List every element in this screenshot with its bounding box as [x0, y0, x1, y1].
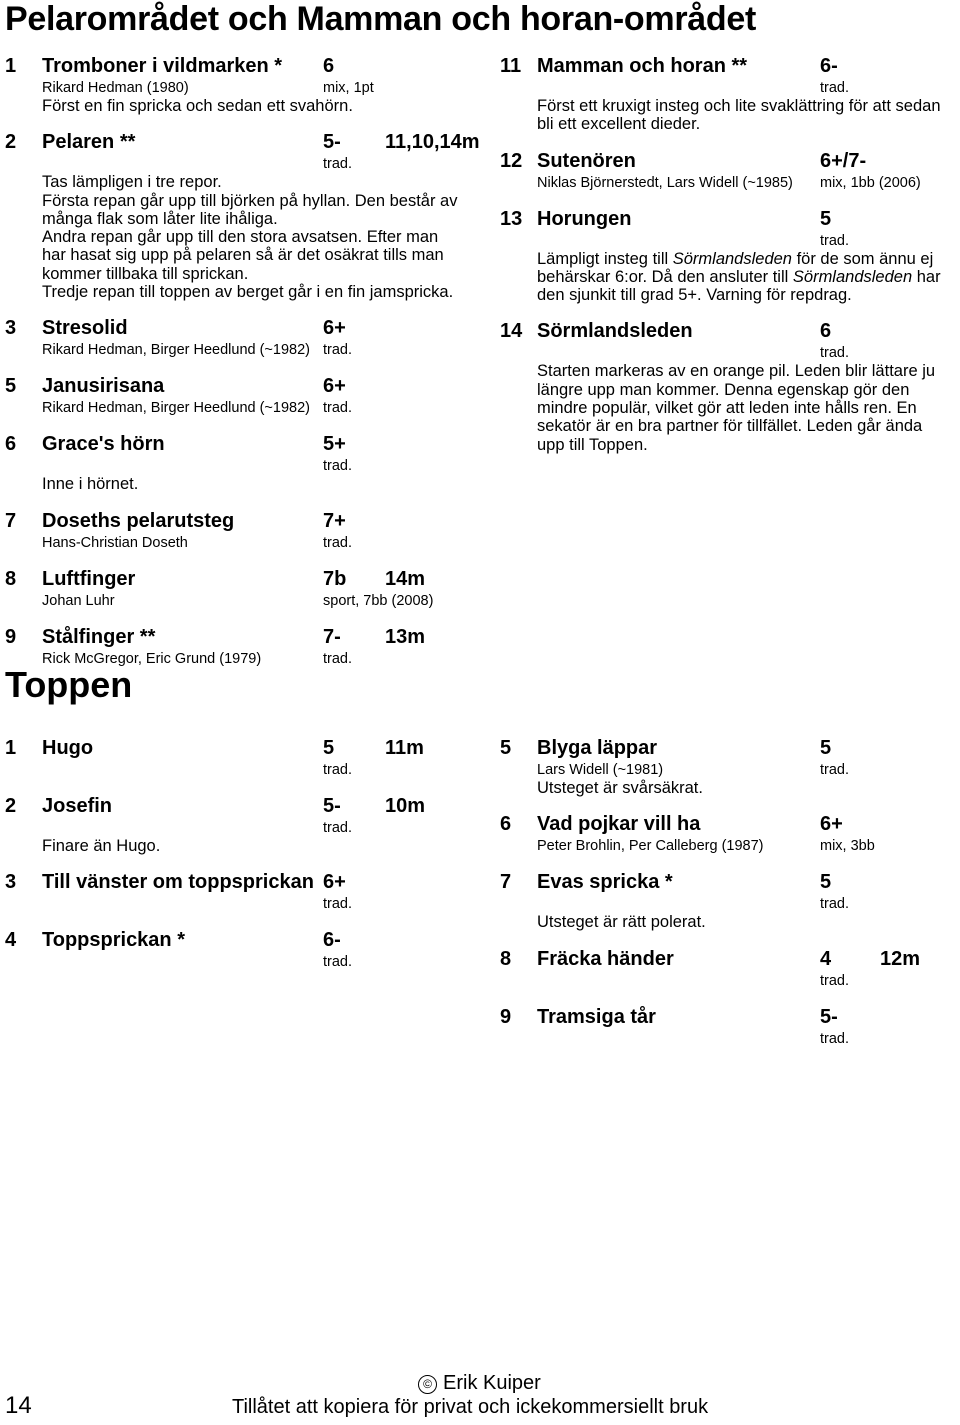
route-description: Andra repan går upp till den stora avsatsen. Efter man har hasat sig upp på pelaren så är det osäkrat tills man kommer tillbaka till sprickan.	[42, 228, 444, 283]
route-style: trad.	[323, 342, 353, 359]
route-number: 6	[500, 813, 512, 836]
route-grade: 5	[323, 737, 335, 759]
route-name: Tromboner i vildmarken *	[42, 55, 283, 77]
route-meta	[500, 895, 955, 913]
footer-license: Tillåtet att kopiera för privat och ickekommersiellt bruk	[232, 1396, 709, 1418]
route-first-ascent: Rikard Hedman, Birger Heedlund (~1982)	[42, 342, 310, 359]
route-entry	[5, 316, 470, 359]
route-meta	[500, 1030, 955, 1048]
route-grade: 5-	[323, 131, 341, 154]
route-entry	[5, 625, 470, 668]
route-grade: 6	[820, 320, 832, 343]
route-entry	[5, 432, 470, 493]
route-style: trad.	[323, 954, 353, 971]
route-header	[5, 928, 470, 953]
route-name: Sörmlandsleden	[537, 320, 693, 343]
route-name: Mamman och horan **	[537, 55, 748, 77]
route-number: 9	[500, 1005, 512, 1028]
route-description: Tredje repan till toppen av berget går i en fin jamspricka.	[42, 283, 454, 302]
route-name: Till vänster om toppsprickan	[42, 871, 314, 894]
route-entry	[500, 812, 955, 855]
route-header	[5, 567, 470, 592]
route-length: 11m	[385, 737, 424, 759]
route-number: 12	[500, 149, 523, 172]
route-name: Josefin	[42, 795, 113, 817]
route-first-ascent: Rikard Hedman (1980)	[42, 80, 189, 96]
route-name: Grace's hörn	[42, 433, 165, 456]
route-meta	[500, 174, 955, 192]
route-description: Första repan går upp till björken på hyllan. Den består av många flak som låter lite ihåliga.	[42, 191, 458, 228]
route-grade: 5-	[323, 795, 341, 817]
route-number: 9	[5, 625, 17, 648]
route-reference: Sörmlandsleden	[792, 267, 913, 286]
route-name: Janusirisana	[42, 375, 165, 398]
route-header	[5, 374, 470, 399]
route-entry	[500, 947, 955, 990]
route-meta	[5, 895, 470, 913]
route-length: 13m	[385, 625, 426, 648]
route-name: Fräcka händer	[537, 947, 674, 970]
route-entry	[5, 130, 480, 302]
route-header	[5, 625, 470, 650]
route-name: Hugo	[42, 737, 94, 759]
route-number: 8	[500, 947, 512, 970]
toppen-route-list-right	[500, 736, 955, 1063]
route-grade: 5	[820, 737, 832, 759]
route-header	[500, 947, 955, 972]
route-length: 14m	[385, 567, 426, 590]
route-description: Tas lämpligen i tre repor.	[42, 173, 222, 192]
route-grade: 5	[820, 871, 832, 894]
route-header	[500, 319, 955, 344]
route-grade: 6+	[323, 375, 346, 398]
route-name: Horungen	[537, 207, 632, 230]
route-length: 12m	[880, 947, 921, 970]
route-name: Doseths pelarutsteg	[42, 509, 235, 532]
route-entry	[5, 374, 470, 417]
route-reference: Sörmlandsleden	[672, 249, 792, 268]
route-entry	[500, 870, 955, 931]
route-header	[5, 54, 470, 79]
route-meta	[500, 972, 955, 990]
route-number: 4	[5, 929, 17, 952]
route-entry	[500, 736, 955, 797]
route-name: Sutenören	[537, 149, 636, 172]
footer-author: Erik Kuiper	[443, 1372, 541, 1394]
route-number: 3	[5, 871, 17, 894]
route-number: 6	[5, 433, 17, 456]
route-grade: 6-	[820, 55, 838, 77]
route-grade: 6+	[323, 871, 346, 894]
route-style: trad.	[323, 896, 353, 913]
route-length: 11,10,14m	[385, 131, 480, 154]
route-number: 14	[500, 320, 523, 343]
route-meta	[5, 534, 470, 552]
route-header	[5, 736, 470, 761]
section-title-toppen: Toppen	[5, 664, 133, 705]
route-list-left	[5, 54, 480, 683]
route-style: mix, 1pt	[323, 80, 374, 96]
route-header	[500, 1005, 955, 1030]
route-number: 11	[500, 55, 522, 77]
route-name: Stålfinger **	[42, 625, 156, 648]
route-style: sport, 7bb (2008)	[323, 592, 434, 609]
route-style: trad.	[323, 400, 353, 417]
route-meta	[5, 761, 470, 779]
route-number: 2	[5, 131, 17, 154]
route-number: 7	[500, 871, 512, 894]
route-name: Evas spricka *	[537, 871, 673, 894]
route-length: 10m	[385, 795, 426, 817]
route-style: trad.	[323, 534, 353, 551]
route-first-ascent: Peter Brohlin, Per Calleberg (1987)	[537, 838, 764, 855]
route-name: Pelaren **	[42, 131, 136, 154]
route-meta	[5, 155, 470, 173]
route-description: Utsteget är rätt polerat.	[537, 913, 706, 932]
route-header	[500, 149, 955, 174]
route-name: Luftfinger	[42, 567, 136, 590]
route-entry	[5, 928, 470, 971]
route-meta	[500, 344, 955, 362]
route-meta	[500, 232, 955, 250]
route-grade: 4	[820, 947, 832, 970]
route-first-ascent: Hans-Christian Doseth	[42, 534, 188, 551]
route-description: Inne i hörnet.	[42, 475, 139, 494]
route-meta	[5, 79, 470, 97]
route-first-ascent: Rikard Hedman, Birger Heedlund (~1982)	[42, 400, 310, 417]
route-entry	[500, 149, 955, 192]
page-number: 14	[5, 1392, 32, 1419]
route-name: Vad pojkar vill ha	[537, 813, 701, 836]
route-first-ascent: Rick McGregor, Eric Grund (1979)	[42, 650, 262, 667]
route-entry	[500, 207, 955, 305]
route-description: Lämpligt insteg till Sörmlandsleden för de som ännu ej behärskar 6:or. Då den ansluter till Sörmlandsleden har den sjunkit till grad 5+. Varning för repdrag.	[537, 249, 941, 305]
route-grade: 7b	[323, 567, 347, 590]
route-header	[5, 794, 470, 819]
route-header	[5, 509, 470, 534]
route-number: 5	[500, 737, 512, 759]
route-header	[5, 432, 470, 457]
route-style: trad.	[820, 345, 850, 362]
route-entry	[500, 1005, 955, 1048]
route-header	[500, 207, 955, 232]
route-description: Finare än Hugo.	[42, 837, 161, 855]
toppen-route-list-left	[5, 736, 470, 986]
route-grade: 6+	[820, 813, 843, 836]
route-number: 7	[5, 509, 17, 532]
route-description: Först en fin spricka och sedan ett svahörn.	[42, 97, 353, 115]
route-entry	[5, 794, 470, 855]
route-number: 1	[5, 737, 17, 759]
route-meta	[5, 819, 470, 837]
route-grade: 6	[323, 55, 335, 77]
route-meta	[5, 953, 470, 971]
route-meta	[5, 457, 470, 475]
page-title: Pelarområdet och Mamman och horan-området	[5, 0, 756, 38]
route-meta	[5, 592, 470, 610]
route-number: 1	[5, 55, 17, 77]
route-name: Blyga läppar	[537, 737, 658, 759]
route-style: trad.	[820, 80, 850, 96]
route-meta	[5, 399, 470, 417]
route-style: trad.	[323, 820, 353, 836]
route-name: Tramsiga tår	[537, 1005, 656, 1028]
route-meta	[5, 341, 470, 359]
route-header	[5, 130, 480, 155]
route-entry	[5, 870, 470, 913]
route-entry	[500, 54, 955, 134]
footer-copyright	[418, 1372, 541, 1395]
route-meta	[500, 761, 955, 779]
route-style: trad.	[820, 232, 850, 249]
route-meta	[500, 79, 955, 97]
route-style: mix, 3bb	[820, 838, 875, 855]
route-description: Utsteget är svårsäkrat.	[537, 779, 703, 797]
route-style: mix, 1bb (2006)	[820, 174, 921, 191]
route-style: trad.	[323, 156, 353, 173]
route-name: Toppsprickan *	[42, 929, 185, 952]
route-description: Först ett kruxigt insteg och lite svaklättring för att sedan bli ett excellent dieder.	[537, 97, 941, 134]
route-grade: 5	[820, 207, 832, 230]
route-number: 3	[5, 317, 17, 340]
route-grade: 6-	[323, 929, 341, 952]
route-entry	[5, 509, 470, 552]
route-meta	[500, 837, 955, 855]
route-header	[500, 54, 955, 79]
route-number: 5	[5, 375, 17, 398]
route-header	[500, 736, 955, 761]
route-grade: 5+	[323, 433, 346, 456]
route-first-ascent: Johan Luhr	[42, 592, 115, 609]
route-entry	[5, 736, 470, 779]
route-style: trad.	[820, 896, 850, 913]
route-number: 8	[5, 567, 17, 590]
route-description: Starten markeras av en orange pil. Leden blir lättare ju längre upp man kommer. Denna egenskap gör den mindre populär, vilket gör att leden inte hålls ren. En sekatör är en bra partner för tillfället. Leden går ända upp till Toppen.	[537, 362, 936, 454]
route-list-right	[500, 54, 955, 469]
route-grade: 7-	[323, 625, 341, 648]
route-first-ascent: Lars Widell (~1981)	[537, 762, 664, 778]
route-style: trad.	[323, 650, 353, 667]
route-grade: 5-	[820, 1005, 838, 1028]
route-number: 2	[5, 795, 17, 817]
route-name: Stresolid	[42, 317, 128, 340]
route-entry	[5, 54, 470, 115]
route-grade: 6+	[323, 317, 346, 340]
route-header	[5, 870, 470, 895]
route-style: trad.	[820, 972, 850, 989]
route-grade: 7+	[323, 509, 346, 532]
route-header	[500, 812, 955, 837]
route-header	[5, 316, 470, 341]
copyright-icon: ©	[418, 1375, 437, 1394]
route-header	[500, 870, 955, 895]
route-grade: 6+/7-	[820, 149, 867, 172]
route-entry	[500, 319, 955, 453]
route-number: 13	[500, 207, 523, 230]
route-style: trad.	[820, 1030, 850, 1047]
route-first-ascent: Niklas Björnerstedt, Lars Widell (~1985)	[537, 174, 793, 191]
route-entry	[5, 567, 470, 610]
route-style: trad.	[323, 458, 353, 475]
route-style: trad.	[820, 762, 850, 778]
route-style: trad.	[323, 762, 353, 778]
